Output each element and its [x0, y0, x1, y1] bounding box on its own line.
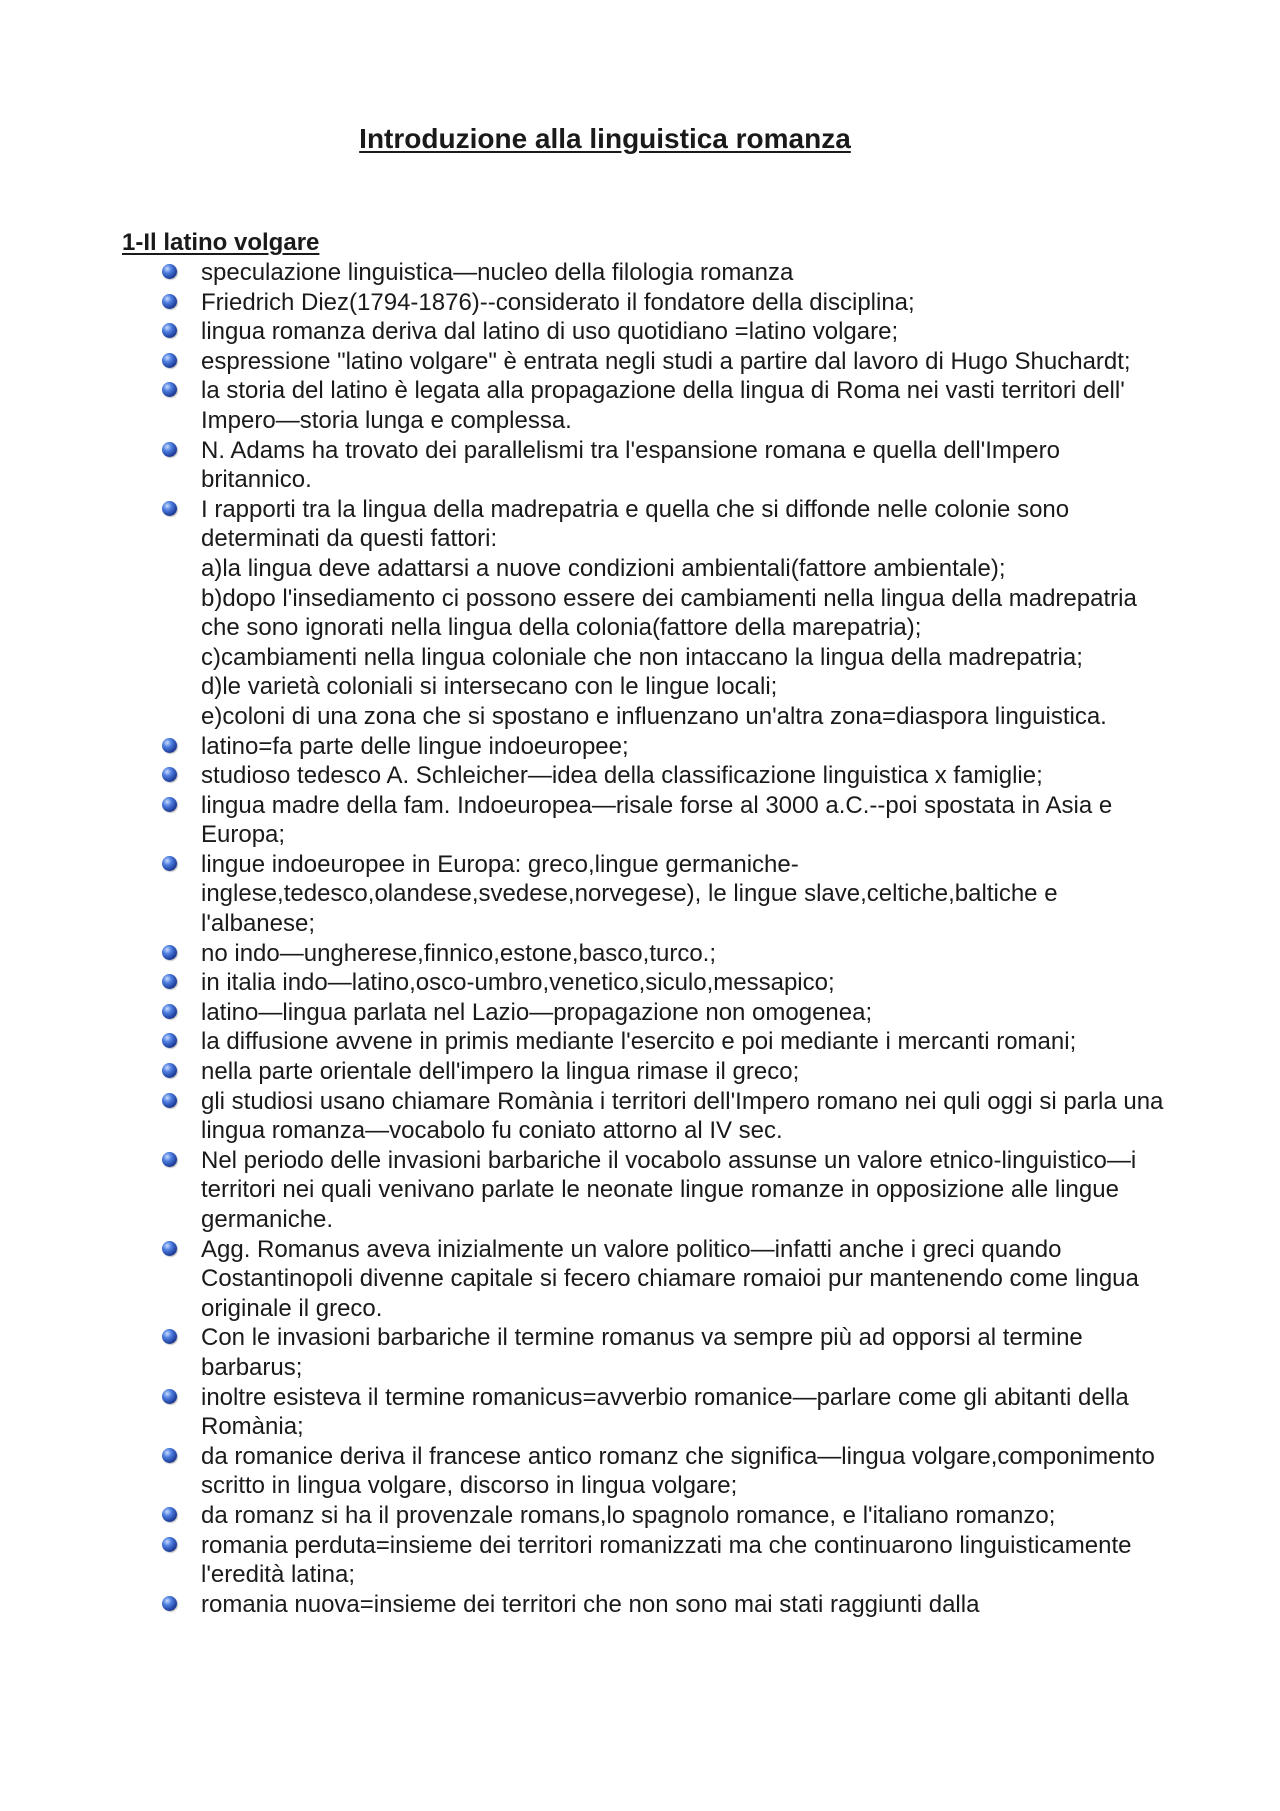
page-title: Introduzione alla linguistica romanza	[359, 123, 851, 154]
bullet-sphere-icon	[162, 856, 177, 871]
list-item	[160, 1087, 1170, 1146]
list-item	[160, 1590, 1170, 1620]
bullet-sphere-icon	[162, 738, 177, 753]
bullet-sphere-icon	[162, 323, 177, 338]
list-item	[160, 998, 1170, 1028]
list-item-text: gli studiosi usano chiamare Romània i territori dell'Impero romano nei quli oggi si parla una lingua romanza—vocabolo fu coniato attorno al IV sec.	[201, 1087, 1164, 1145]
bullet-sphere-icon	[162, 1004, 177, 1019]
list-item	[160, 495, 1170, 732]
bullet-sphere-icon	[162, 442, 177, 457]
list-item-text: espressione "latino volgare" è entrata negli studi a partire dal lavoro di Hugo Shuchardt;	[201, 347, 1131, 375]
list-item	[160, 258, 1170, 288]
bullet-sphere-icon	[162, 1507, 177, 1522]
bullet-sphere-icon	[162, 1063, 177, 1078]
bullet-sphere-icon	[162, 1448, 177, 1463]
list-item	[160, 1323, 1170, 1382]
bullet-sphere-icon	[162, 945, 177, 960]
list-item-text: speculazione linguistica—nucleo della filologia romanza	[201, 259, 794, 286]
section-heading: 1-Il latino volgare	[122, 229, 320, 256]
list-item	[160, 317, 1170, 347]
bullet-sphere-icon	[162, 1537, 177, 1552]
bullet-sphere-icon	[162, 353, 177, 368]
list-item	[160, 436, 1170, 495]
list-item-subpoint: b)dopo l'insediamento ci possono essere dei cambiamenti nella lingua della madrepatria che sono ignorati nella lingua della colonia(fattore della marepatria);	[201, 584, 1137, 642]
list-item	[160, 1146, 1170, 1235]
list-item-text: no indo—ungherese,finnico,estone,basco,turco.;	[201, 939, 717, 967]
list-item	[160, 1235, 1170, 1324]
list-item-text: la storia del latino è legata alla propagazione della lingua di Roma nei vasti territori dell' Impero—storia lunga e complessa.	[201, 377, 1125, 434]
list-item-text: romania nuova=insieme dei territori che non sono mai stati raggiunti dalla	[201, 1590, 980, 1618]
list-item	[160, 376, 1170, 435]
list-item-text: inoltre esisteva il termine romanicus=avverbio romanice—parlare come gli abitanti della Romània;	[201, 1383, 1129, 1441]
bullet-list	[160, 258, 1170, 1619]
list-item-text: Friedrich Diez(1794-1876)--considerato il fondatore della disciplina;	[201, 288, 915, 316]
list-item-text: lingua romanza deriva dal latino di uso quotidiano =latino volgare;	[201, 318, 899, 346]
bullet-sphere-icon	[162, 1152, 177, 1167]
list-item-text: Agg. Romanus aveva inizialmente un valore politico—infatti anche i greci quando Costantinopoli divenne capitale si fecero chiamare romaioi pur mantenendo come lingua originale il greco.	[201, 1235, 1139, 1322]
list-item-subpoint: a)la lingua deve adattarsi a nuove condizioni ambientali(fattore ambientale);	[201, 554, 1006, 582]
list-item-text: in italia indo—latino,osco-umbro,venetico,siculo,messapico;	[201, 969, 835, 997]
bullet-sphere-icon	[162, 1033, 177, 1048]
list-item	[160, 968, 1170, 998]
list-item-text: latino=fa parte delle lingue indoeuropee;	[201, 732, 629, 760]
list-item	[160, 1027, 1170, 1057]
list-item-text: N. Adams ha trovato dei parallelismi tra l'espansione romana e quella dell'Impero britannico.	[201, 436, 1060, 494]
list-item-text: romania perduta=insieme dei territori romanizzati ma che continuarono linguisticamente l'eredità latina;	[201, 1531, 1132, 1589]
bullet-sphere-icon	[162, 1596, 177, 1611]
list-item	[160, 288, 1170, 318]
bullet-sphere-icon	[162, 1329, 177, 1344]
list-item-text: latino—lingua parlata nel Lazio—propagazione non omogenea;	[201, 998, 873, 1026]
list-item-text: lingua madre della fam. Indoeuropea—risale forse al 3000 a.C.--poi spostata in Asia e Europa;	[201, 791, 1113, 849]
list-item	[160, 850, 1170, 939]
list-item	[160, 347, 1170, 377]
bullet-sphere-icon	[162, 1093, 177, 1108]
list-item-subpoint: d)le varietà coloniali si intersecano con le lingue locali;	[201, 673, 778, 701]
bullet-sphere-icon	[162, 974, 177, 989]
list-item	[160, 1501, 1170, 1531]
bullet-sphere-icon	[162, 294, 177, 309]
list-item-text: da romanz si ha il provenzale romans,lo spagnolo romance, e l'italiano romanzo;	[201, 1501, 1056, 1529]
bullet-sphere-icon	[162, 264, 177, 279]
list-item-text: Nel periodo delle invasioni barbariche il vocabolo assunse un valore etnico-linguistico—i territori nei quali venivano parlate le neonate lingue romanze in opposizione alle lingue germaniche.	[201, 1146, 1137, 1233]
bullet-sphere-icon	[162, 797, 177, 812]
bullet-sphere-icon	[162, 501, 177, 516]
list-item	[160, 761, 1170, 791]
list-item-text: da romanice deriva il francese antico romanz che significa—lingua volgare,componimento scritto in lingua volgare, discorso in lingua volgare;	[201, 1442, 1155, 1500]
list-item	[160, 1531, 1170, 1590]
list-item	[160, 791, 1170, 850]
list-item	[160, 1057, 1170, 1087]
list-item-text: Con le invasioni barbariche il termine romanus va sempre più ad opporsi al termine barbarus;	[201, 1324, 1083, 1381]
list-item	[160, 732, 1170, 762]
list-item-text: la diffusione avvene in primis mediante l'esercito e poi mediante i mercanti romani;	[201, 1028, 1077, 1056]
list-item-subpoint: e)coloni di una zona che si spostano e influenzano un'altra zona=diaspora linguistica.	[201, 702, 1107, 730]
bullet-sphere-icon	[162, 767, 177, 782]
list-item-text: studioso tedesco A. Schleicher—idea della classificazione linguistica x famiglie;	[201, 762, 1043, 790]
bullet-sphere-icon	[162, 1389, 177, 1404]
list-item	[160, 1442, 1170, 1501]
list-item	[160, 1383, 1170, 1442]
list-item-text: lingue indoeuropee in Europa: greco,lingue germaniche-inglese,tedesco,olandese,svedese,norvegese), le lingue slave,celtiche,baltiche e l'albanese;	[201, 850, 1058, 938]
list-item	[160, 939, 1170, 969]
list-item-subpoint: c)cambiamenti nella lingua coloniale che non intaccano la lingua della madrepatria;	[201, 643, 1083, 671]
bullet-sphere-icon	[162, 382, 177, 397]
list-item-text: nella parte orientale dell'impero la lingua rimase il greco;	[201, 1058, 800, 1086]
bullet-sphere-icon	[162, 1241, 177, 1256]
list-item-text: I rapporti tra la lingua della madrepatria e quella che si diffonde nelle colonie sono determinati da questi fattori:	[201, 495, 1070, 553]
